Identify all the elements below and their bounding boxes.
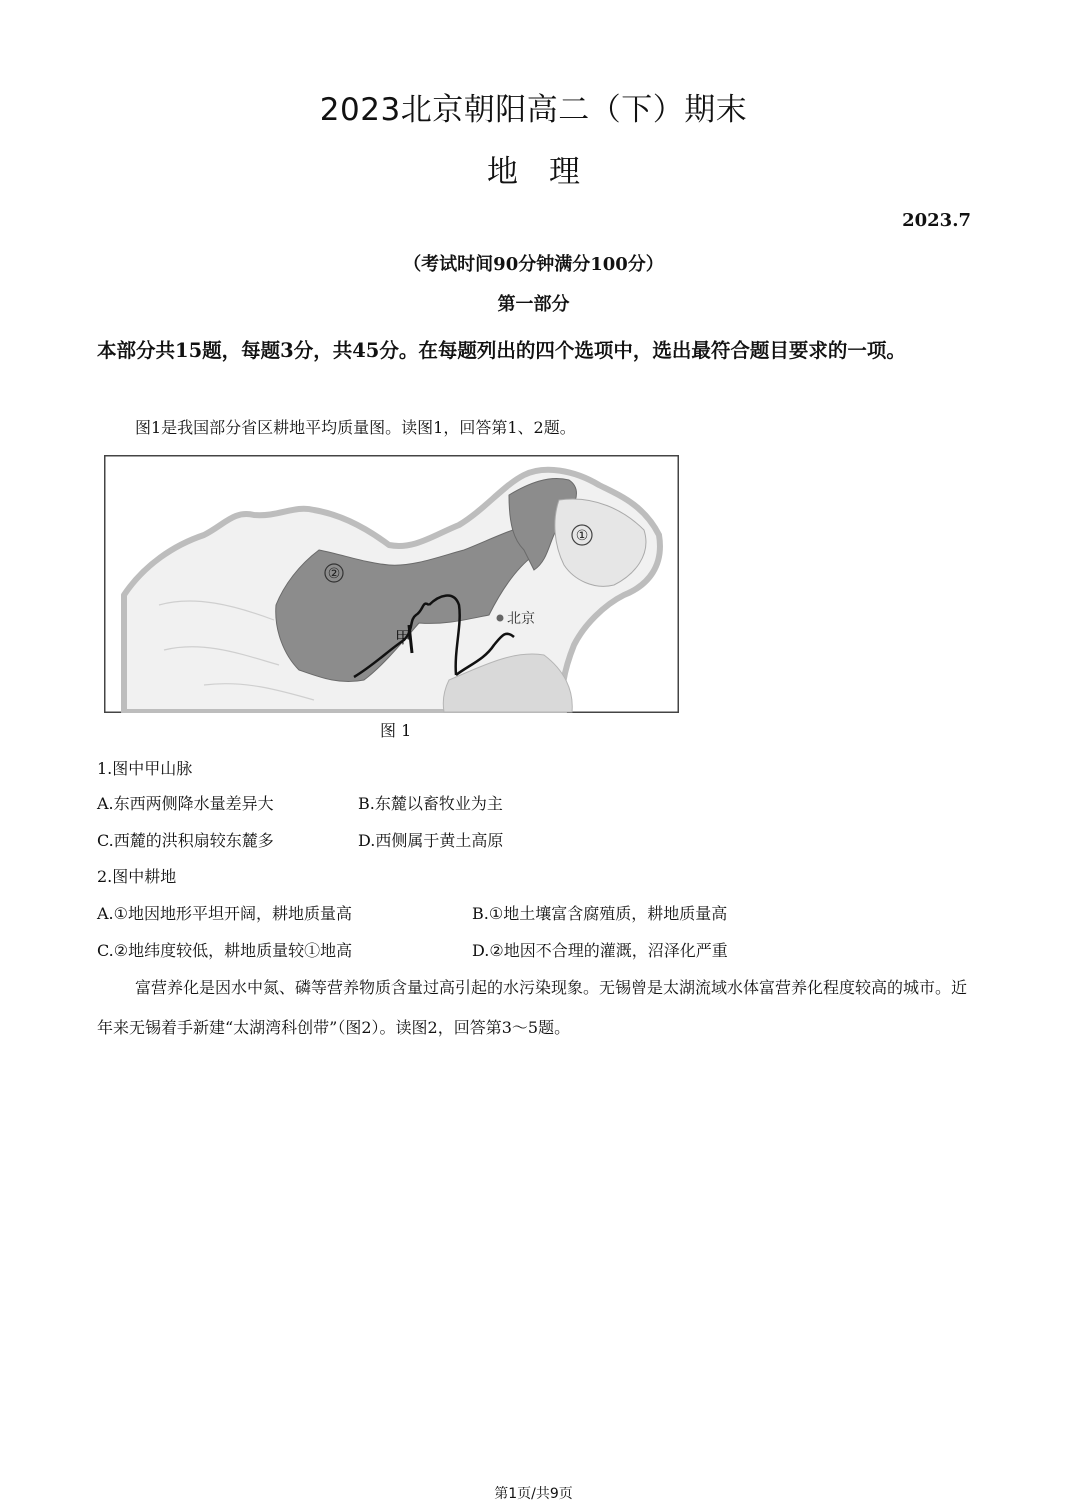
subject-title: 地 理 (487, 154, 580, 190)
region-1-label: ① (575, 528, 589, 544)
question-2-stem: 2.图中耕地 (97, 867, 177, 886)
figure-1-map (104, 455, 679, 713)
page-footer: 第1页/共9页 (494, 1486, 573, 1502)
question-1-option-a: A.东西两侧降水量差异大 (97, 794, 274, 813)
question-2-option-a: A.①地因地形平坦开阔，耕地质量高 (97, 904, 352, 923)
mountain-jia-label: 甲 (395, 628, 412, 647)
beijing-label: 北京 (507, 611, 535, 627)
question-group-intro: 图1是我国部分省区耕地平均质量图。读图1，回答第1、2题。 (135, 418, 576, 437)
question-2-option-b: B.①地土壤富含腐殖质，耕地质量高 (472, 904, 728, 923)
part-instructions: 本部分共15题，每题3分，共45分。在每题列出的四个选项中，选出最符合题目要求的一项。 (97, 339, 906, 362)
beijing-marker-icon (497, 615, 504, 622)
question-1-option-b: B.东麓以畜牧业为主 (358, 794, 503, 813)
question-2-option-c: C.②地纬度较低，耕地质量较①地高 (97, 941, 353, 960)
passage-eutrophication: 富营养化是因水中氮、磷等营养物质含量过高引起的水污染现象。无锡曾是太湖流域水体富营养化程度较高的城市。近年来无锡着手新建“太湖湾科创带”（图2）。读图2，回答第3～5题。 (97, 978, 968, 1037)
question-1-option-d: D.西侧属于黄土高原 (358, 831, 504, 850)
question-2-option-d: D.②地因不合理的灌溉，沼泽化严重 (472, 941, 728, 960)
question-1-stem: 1.图中甲山脉 (97, 759, 193, 778)
exam-info: （考试时间90分钟满分100分） (403, 254, 664, 275)
figure-1-caption: 图 1 (380, 721, 412, 740)
document-title: 2023北京朝阳高二（下）期末 (319, 92, 748, 128)
region-2-label: ② (327, 566, 341, 582)
question-1-option-c: C.西麓的洪积扇较东麓多 (97, 831, 274, 850)
exam-date: 2023.7 (902, 210, 971, 231)
part-heading: 第一部分 (497, 294, 570, 315)
